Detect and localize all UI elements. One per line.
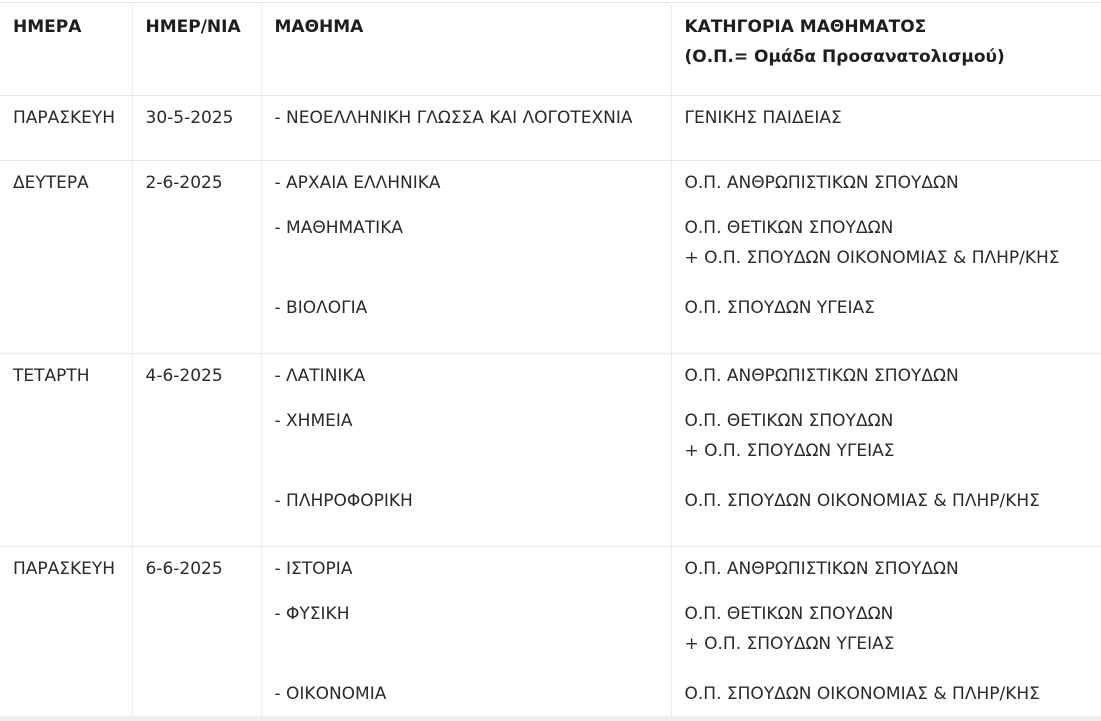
category-cell xyxy=(671,95,1101,160)
category-line: + Ο.Π. ΣΠΟΥΔΩΝ ΥΓΕΙΑΣ xyxy=(684,440,895,461)
header-category xyxy=(671,3,1101,95)
subject-cell xyxy=(261,160,671,353)
category-entry xyxy=(685,356,1101,406)
header-subject: ΜΑΘΗΜΑ xyxy=(261,3,671,95)
table-header-row xyxy=(0,3,1101,95)
subject-cell xyxy=(261,546,671,721)
category-cell xyxy=(671,546,1101,721)
table-row xyxy=(0,160,1101,353)
subject-entry: - ΝΕΟΕΛΛΗΝΙΚΗ ΓΛΩΣΣΑ ΚΑΙ ΛΟΓΟΤΕΧΝΙΑ xyxy=(274,107,633,128)
category-cell xyxy=(671,353,1101,546)
subject-entry: - ΟΙΚΟΝΟΜΙΑ xyxy=(274,683,387,704)
category-line: + Ο.Π. ΣΠΟΥΔΩΝ ΟΙΚΟΝΟΜΙΑΣ & ΠΛΗΡ/ΚΗΣ xyxy=(684,247,1060,268)
date-cell: 30-5-2025 xyxy=(132,95,261,160)
category-line: Ο.Π. ΑΝΘΡΩΠΙΣΤΙΚΩΝ ΣΠΟΥΔΩΝ xyxy=(684,172,959,193)
header-day: ΗΜΕΡΑ xyxy=(0,3,132,95)
table-row xyxy=(0,353,1101,546)
category-line: Ο.Π. ΑΝΘΡΩΠΙΣΤΙΚΩΝ ΣΠΟΥΔΩΝ xyxy=(684,558,959,579)
table-row xyxy=(0,95,1101,160)
subject-entry: - ΒΙΟΛΟΓΙΑ xyxy=(274,297,368,318)
subject-entry: - ΦΥΣΙΚΗ xyxy=(274,603,350,624)
category-entry xyxy=(685,486,1101,531)
day-cell: ΠΑΡΑΣΚΕΥΗ xyxy=(0,95,132,160)
subject-entry: - ΙΣΤΟΡΙΑ xyxy=(274,558,353,579)
subject-entry: - ΠΛΗΡΟΦΟΡΙΚΗ xyxy=(274,490,413,511)
table-bottom-fade xyxy=(0,716,1101,721)
category-entry xyxy=(685,599,1101,679)
category-line: Ο.Π. ΑΝΘΡΩΠΙΣΤΙΚΩΝ ΣΠΟΥΔΩΝ xyxy=(684,365,959,386)
category-line: Ο.Π. ΘΕΤΙΚΩΝ ΣΠΟΥΔΩΝ xyxy=(684,217,894,238)
category-entry xyxy=(685,406,1101,486)
category-entry xyxy=(685,679,1101,721)
day-cell: ΤΕΤΑΡΤΗ xyxy=(0,353,132,546)
subject-entry: - ΧΗΜΕΙΑ xyxy=(274,410,353,431)
day-cell: ΠΑΡΑΣΚΕΥΗ xyxy=(0,546,132,721)
category-line: ΓΕΝΙΚΗΣ ΠΑΙΔΕΙΑΣ xyxy=(684,107,842,128)
category-entry xyxy=(685,213,1101,293)
category-line: Ο.Π. ΣΠΟΥΔΩΝ ΟΙΚΟΝΟΜΙΑΣ & ΠΛΗΡ/ΚΗΣ xyxy=(684,490,1040,511)
date-cell: 2-6-2025 xyxy=(132,160,261,353)
subject-entry: - ΑΡΧΑΙΑ ΕΛΛΗΝΙΚΑ xyxy=(274,172,441,193)
exam-schedule-table xyxy=(0,3,1101,721)
category-line: Ο.Π. ΘΕΤΙΚΩΝ ΣΠΟΥΔΩΝ xyxy=(684,603,894,624)
category-cell xyxy=(671,160,1101,353)
category-entry xyxy=(685,293,1101,338)
category-entry xyxy=(685,163,1101,213)
category-line: + Ο.Π. ΣΠΟΥΔΩΝ ΥΓΕΙΑΣ xyxy=(684,633,895,654)
header-category-note: (Ο.Π.= Ομάδα Προσανατολισμού) xyxy=(684,47,1005,67)
subject-entry: - ΛΑΤΙΝΙΚΑ xyxy=(274,365,366,386)
header-category-title: ΚΑΤΗΓΟΡΙΑ ΜΑΘΗΜΑΤΟΣ xyxy=(684,17,927,37)
category-line: Ο.Π. ΘΕΤΙΚΩΝ ΣΠΟΥΔΩΝ xyxy=(684,410,894,431)
subject-entry: - ΜΑΘΗΜΑΤΙΚΑ xyxy=(274,217,403,238)
table-row xyxy=(0,546,1101,721)
day-cell: ΔΕΥΤΕΡΑ xyxy=(0,160,132,353)
table-body xyxy=(0,95,1101,721)
date-cell: 6-6-2025 xyxy=(132,546,261,721)
category-entry xyxy=(685,549,1101,599)
subject-cell xyxy=(261,353,671,546)
subject-cell xyxy=(261,95,671,160)
category-line: Ο.Π. ΣΠΟΥΔΩΝ ΥΓΕΙΑΣ xyxy=(684,297,875,318)
category-entry xyxy=(685,103,1101,133)
category-line: Ο.Π. ΣΠΟΥΔΩΝ ΟΙΚΟΝΟΜΙΑΣ & ΠΛΗΡ/ΚΗΣ xyxy=(684,683,1040,704)
date-cell: 4-6-2025 xyxy=(132,353,261,546)
header-date: ΗΜΕΡ/ΝΙΑ xyxy=(132,3,261,95)
